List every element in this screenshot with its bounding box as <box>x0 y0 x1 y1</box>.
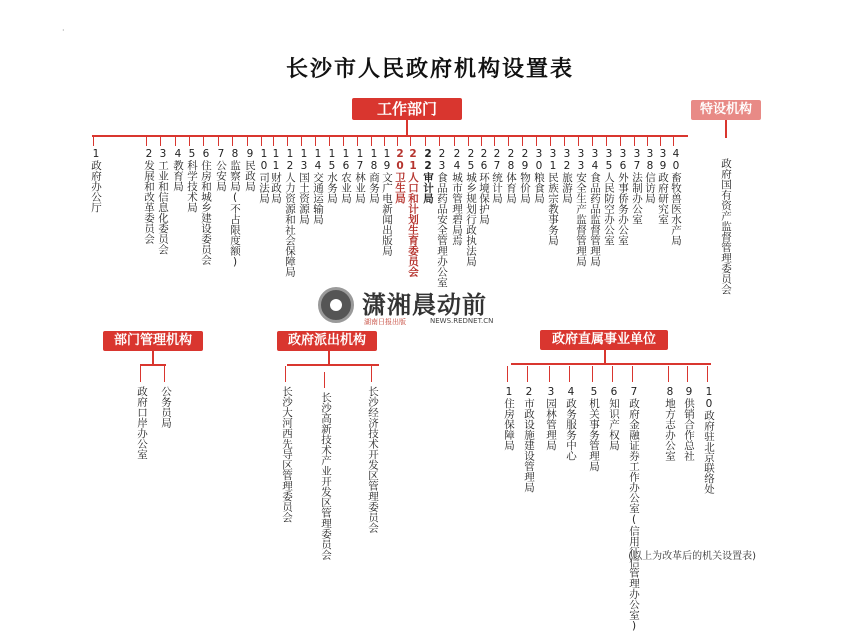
connector-line <box>152 351 154 365</box>
connector-tick <box>273 136 274 146</box>
work-department-item: 25城乡规划行政执法局 <box>465 148 477 267</box>
watermark-text: 潇湘晨动前 <box>362 291 487 319</box>
work-department-item: 5科学技术局 <box>186 148 198 213</box>
connector-line <box>287 364 379 366</box>
connector-tick <box>549 366 550 382</box>
connector-tick <box>397 136 398 146</box>
lower-list-item: 5机关事务管理局 <box>588 386 600 472</box>
lower-list-item: 4政务服务中心 <box>565 386 577 461</box>
work-department-item: 28体育局 <box>505 148 517 204</box>
work-department-item: 14交通运输局 <box>312 148 324 225</box>
lower-list-item: 3园林管理局 <box>545 386 557 451</box>
connector-tick <box>507 366 508 382</box>
connector-tick <box>620 136 621 146</box>
work-department-item: 18商务局 <box>368 148 380 204</box>
connector-tick <box>232 136 233 146</box>
work-department-item: 19文广电新闻出版局 <box>381 148 393 256</box>
lower-list-item: 1住房保障局 <box>503 386 515 451</box>
connector-tick <box>371 366 372 382</box>
lower-list-item: 长沙大河西先导区管理委员会 <box>281 386 293 523</box>
connector-line <box>92 135 688 137</box>
header-special-agency: 特设机构 <box>691 100 761 120</box>
connector-tick <box>673 136 674 146</box>
work-department-item: 1政府办公厅 <box>90 148 102 213</box>
lower-list-item: 长沙高新技术产业开发区管理委员会 <box>320 392 332 560</box>
work-department-item: 40畜牧兽医水产局 <box>670 148 682 246</box>
connector-tick <box>93 136 94 146</box>
watermark-url: NEWS.REDNET.CN <box>430 317 494 325</box>
lower-list-item: 8地方志办公室 <box>664 386 676 461</box>
connector-line <box>406 120 408 136</box>
connector-tick <box>578 136 579 146</box>
work-department-item: 11财政局 <box>270 148 282 204</box>
work-department-item: 36外事侨务办公室 <box>617 148 629 246</box>
work-department-item: 32旅游局 <box>561 148 573 204</box>
connector-tick <box>329 136 330 146</box>
connector-tick <box>468 136 469 146</box>
connector-tick <box>175 136 176 146</box>
connector-tick <box>522 136 523 146</box>
work-department-item: 35人民防空办公室 <box>603 148 615 246</box>
lower-list-item: 7政府金融证券工作办公室(信用征信管理办公室) <box>628 386 640 632</box>
work-department-item: 16农业局 <box>340 148 352 204</box>
work-department-item: 17林业局 <box>354 148 366 204</box>
work-department-item: 4教育局 <box>172 148 184 192</box>
page-title: 长沙市人民政府机构设置表 <box>285 56 574 82</box>
work-department-item: 29物价局 <box>519 148 531 204</box>
work-department-item: 38信访局 <box>644 148 656 204</box>
work-department-item: 6住房和城乡建设委员会 <box>200 148 212 265</box>
work-department-item: 21人口和计划生育委员会 <box>407 148 419 277</box>
connector-tick <box>494 136 495 146</box>
work-department-item: 23食品药品安全管理办公室 <box>436 148 448 288</box>
connector-tick <box>287 136 288 146</box>
connector-tick <box>606 136 607 146</box>
header-dispatched: 政府派出机构 <box>277 331 377 351</box>
connector-tick <box>160 136 161 146</box>
work-department-item: 24城市管理碧局焉 <box>451 148 463 246</box>
connector-tick <box>261 136 262 146</box>
connector-tick <box>164 366 165 382</box>
work-department-item: 22审计局 <box>422 148 434 204</box>
connector-tick <box>592 136 593 146</box>
connector-line <box>604 350 606 364</box>
connector-tick <box>564 136 565 146</box>
lower-list-item: 9供销合作总社 <box>683 386 695 461</box>
connector-tick <box>707 366 708 382</box>
connector-tick <box>357 136 358 146</box>
connector-tick <box>668 366 669 382</box>
lower-list-item: 长沙经济技术开发区管理委员会 <box>367 386 379 533</box>
work-department-item: 9民政局 <box>244 148 256 192</box>
connector-tick <box>439 136 440 146</box>
header-work-departments: 工作部门 <box>352 98 462 120</box>
watermark-sub: 湖南日报出版 <box>364 318 406 326</box>
watermark-logo-icon <box>318 287 354 323</box>
work-department-item: 37法制办公室 <box>631 148 643 225</box>
connector-tick <box>454 136 455 146</box>
work-department-item: 34食品药品监督管理局 <box>589 148 601 267</box>
connector-tick <box>247 136 248 146</box>
work-department-item: 12人力资源和社会保障局 <box>284 148 296 277</box>
lower-list-item: 政府口岸办公室 <box>136 386 148 460</box>
connector-tick <box>536 136 537 146</box>
connector-line <box>725 120 727 138</box>
connector-tick <box>384 136 385 146</box>
connector-tick <box>301 136 302 146</box>
work-department-item: 3工业和信息化委员会 <box>157 148 169 255</box>
header-dept-managed: 部门管理机构 <box>103 331 203 351</box>
work-department-item: 31民族宗教事务局 <box>547 148 559 246</box>
connector-line <box>511 363 711 365</box>
connector-tick <box>569 366 570 382</box>
work-department-item: 7公安局 <box>215 148 227 192</box>
connector-tick <box>285 366 286 382</box>
connector-tick <box>660 136 661 146</box>
connector-tick <box>343 136 344 146</box>
connector-tick <box>218 136 219 146</box>
special-agency-item: 政府国有资产监督管理委员会 <box>720 158 732 295</box>
connector-tick <box>481 136 482 146</box>
connector-tick <box>203 136 204 146</box>
connector-tick <box>315 136 316 146</box>
connector-tick <box>527 366 528 382</box>
connector-tick <box>140 366 141 382</box>
work-department-item: 2发展和改革委员会 <box>143 148 155 244</box>
work-department-item: 26环境保护局 <box>478 148 490 225</box>
header-direct-units: 政府直属事业单位 <box>540 330 668 350</box>
connector-tick <box>687 366 688 382</box>
connector-tick <box>508 136 509 146</box>
connector-tick <box>189 136 190 146</box>
lower-list-item: 6知识产权局 <box>608 386 620 451</box>
scan-dot: · <box>62 26 65 35</box>
connector-tick <box>410 136 411 146</box>
connector-tick <box>647 136 648 146</box>
work-department-item: 13国土资源局 <box>298 148 310 225</box>
work-department-item: 15水务局 <box>326 148 338 204</box>
connector-tick <box>634 136 635 146</box>
work-department-item: 10司法局 <box>258 148 270 204</box>
watermark <box>318 283 514 331</box>
footnote: (以上为改革后的机关设置表) <box>628 551 756 562</box>
lower-list-item: 公务员局 <box>160 386 172 428</box>
connector-tick <box>632 366 633 382</box>
lower-list-item: 2市政设施建设管理局 <box>523 386 535 493</box>
connector-tick <box>612 366 613 382</box>
lower-list-item: 10政府驻北京联络处 <box>703 386 715 494</box>
connector-tick <box>324 372 325 388</box>
connector-tick <box>146 136 147 146</box>
connector-tick <box>550 136 551 146</box>
connector-tick <box>425 136 426 146</box>
work-department-item: 27统计局 <box>491 148 503 204</box>
connector-line <box>140 364 166 366</box>
connector-tick <box>592 366 593 382</box>
work-department-item: 30粮食局 <box>533 148 545 204</box>
work-department-item: 33安全生产监督管理局 <box>575 148 587 267</box>
work-department-item: 20卫生局 <box>394 148 406 204</box>
connector-tick <box>371 136 372 146</box>
work-department-item: 39政府研究室 <box>657 148 669 225</box>
connector-line <box>328 351 330 365</box>
work-department-item: 8监察局(不占限度额) <box>229 148 241 268</box>
